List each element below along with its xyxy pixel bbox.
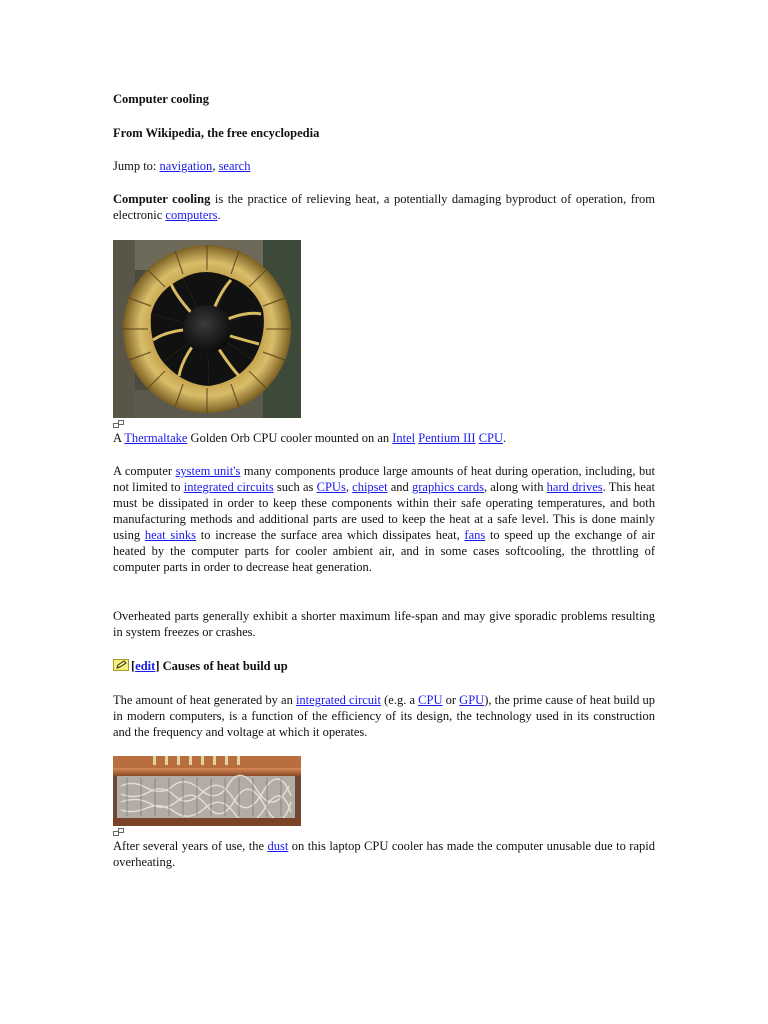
jump-navigation-link[interactable]: navigation xyxy=(159,159,213,173)
pentium-iii-link[interactable]: Pentium III xyxy=(418,431,476,445)
integrated-circuits-link[interactable]: integrated circuits xyxy=(183,480,274,494)
intro-paragraph: Computer cooling is the practice of relieving heat, a potentially damaging byproduct of operation, from electronic computers. xyxy=(113,192,656,222)
section-heading-causes: [edit] Causes of heat build up xyxy=(113,658,655,674)
heat-paragraph: A computer system unit's many components produce large amounts of heat during operation, including, but not limited to integrated circuits such as CPUs, chipset and graphics cards, along with hard drives. This heat must be dissipated in order to keep these components within their safe operating temperatures, and both manufacturing methods and additional parts are used to keep the heat at a safe level. This is done mainly using heat sinks to increase the surface area which dissipates heat, fans to speed up the exchange of air heated by the computer parts for cooler ambient air, and in some cases softcooling, the throttling of computer parts in order to decrease heat generation. xyxy=(113,464,655,574)
hard-drives-link[interactable]: hard drives xyxy=(546,480,603,494)
system-unit-link[interactable]: system unit's xyxy=(175,464,241,478)
heat-sinks-link[interactable]: heat sinks xyxy=(144,528,197,542)
anchor-icon-2 xyxy=(113,828,125,836)
jump-links: Jump to: navigation, search xyxy=(113,159,251,173)
dust-link[interactable]: dust xyxy=(267,839,289,853)
dusty-cooler-photo[interactable] xyxy=(113,756,301,826)
intel-link[interactable]: Intel xyxy=(392,431,416,445)
causes-paragraph: The amount of heat generated by an integrated circuit (e.g. a CPU or GPU), the prime cause of heat build up in modern computers, is a function of the efficiency of its design, the technology used in its construction and the frequency and voltage at which it operates. xyxy=(113,693,656,739)
graphics-cards-link[interactable]: graphics cards xyxy=(412,480,484,494)
cpu-link-2[interactable]: CPU xyxy=(418,693,443,707)
fans-link[interactable]: fans xyxy=(464,528,486,542)
anchor-icon xyxy=(113,420,125,428)
computers-link[interactable]: computers xyxy=(165,208,218,222)
figure2-caption: After several years of use, the dust on this laptop CPU cooler has made the computer unusable due to rapid overheating. xyxy=(113,839,655,869)
integrated-circuit-link[interactable]: integrated circuit xyxy=(295,693,381,707)
tagline: From Wikipedia, the free encyclopedia xyxy=(113,126,320,140)
cpus-link[interactable]: CPUs xyxy=(316,480,346,494)
edit-section-link[interactable]: edit xyxy=(135,659,156,673)
cpu-link[interactable]: CPU xyxy=(478,431,504,445)
page-title: Computer cooling xyxy=(113,92,209,106)
chipset-link[interactable]: chipset xyxy=(352,480,388,494)
figure1-caption: A Thermaltake Golden Orb CPU cooler mounted on an Intel Pentium III CPU. xyxy=(113,431,507,445)
cpu-cooler-photo[interactable] xyxy=(113,240,301,418)
thermaltake-link[interactable]: Thermaltake xyxy=(124,431,188,445)
dusty-cooler-image xyxy=(113,756,301,826)
edit-pencil-icon[interactable] xyxy=(113,659,129,671)
cpu-cooler-image xyxy=(113,240,301,418)
gpu-link[interactable]: GPU xyxy=(459,693,485,707)
jump-search-link[interactable]: search xyxy=(218,159,251,173)
overheated-paragraph: Overheated parts generally exhibit a shorter maximum life-span and may give sporadic problems resulting in system freezes or crashes. xyxy=(113,609,655,639)
